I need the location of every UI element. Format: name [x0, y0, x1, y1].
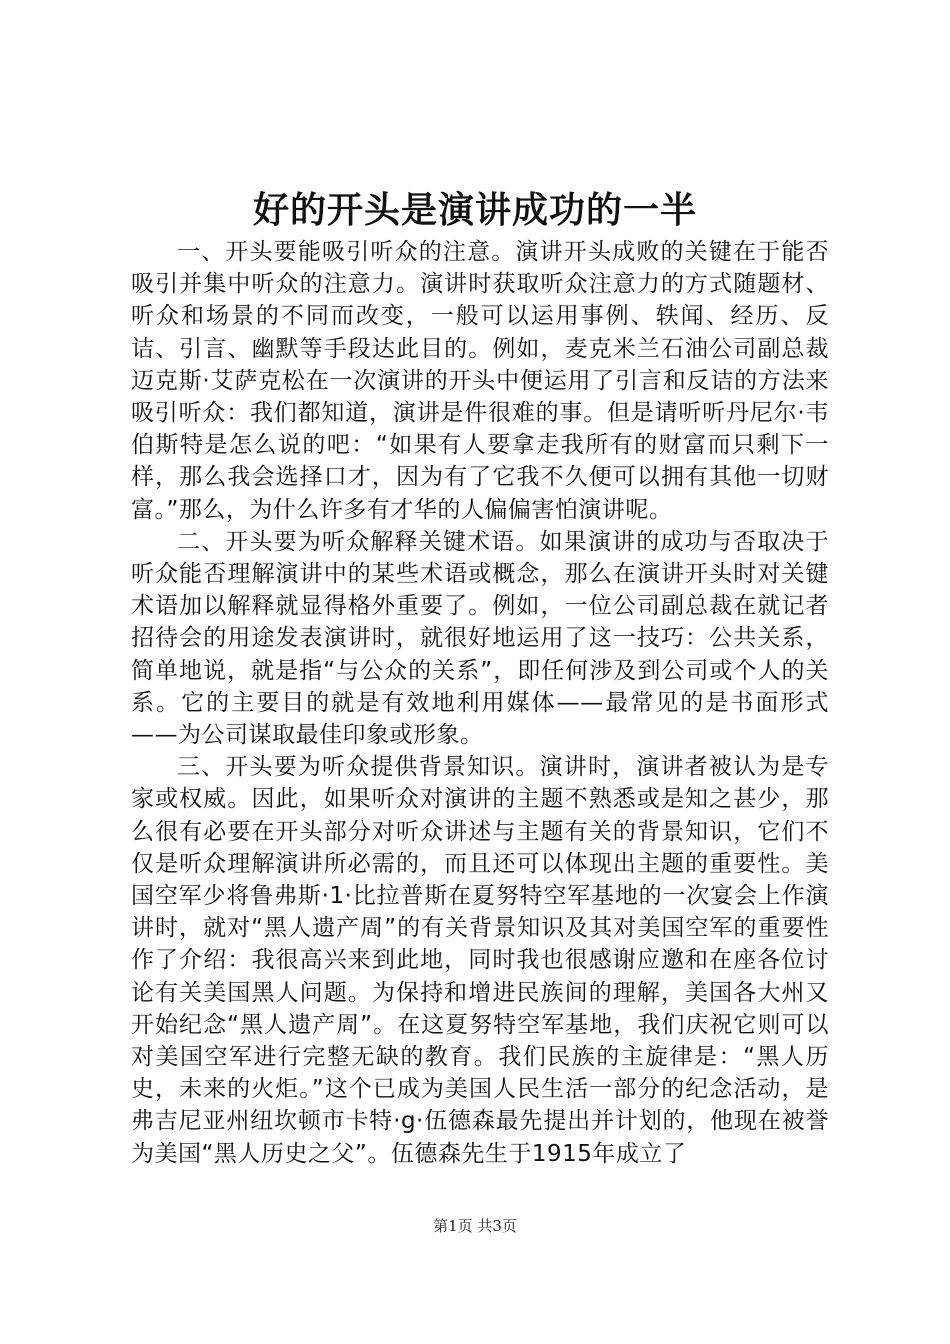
paragraph-2: 二、开头要为听众解释关键术语。如果演讲的成功与否取决于听众能否理解演讲中的某些术语或概念，那么在演讲开头时对关键术语加以解释就显得格外重要了。例如，一位公司副总裁在就记者招待会的用途发表演讲时，就很好地运用了这一技巧：公共关系，简单地说，就是指“与公众的关系”，即任何涉及到公司或个人的关系。它的主要目的就是有效地利用媒体——最常见的是书面形式——为公司谋取最佳印象或形象。: [131, 528, 829, 749]
paragraph-3: 三、开头要为听众提供背景知识。演讲时，演讲者被认为是专家或权威。因此，如果听众对演讲的主题不熟悉或是知之甚少，那么很有必要在开头部分对听众讲述与主题有关的背景知识，它们不仅是听众理解演讲所必需的，而且还可以体现出主题的重要性。美国空军少将鲁弗斯·1·比拉普斯在夏努特空军基地的一次宴会上作演讲时，就对“黑人遗产周”的有关背景知识及其对美国空军的重要性作了介绍：我很高兴来到此地，同时我也很感谢应邀和在座各位讨论有关美国黑人问题。为保持和增进民族间的理解，美国各大州又开始纪念“黑人遗产周”。在这夏努特空军基地，我们庆祝它则可以对美国空军进行完整无缺的教育。我们民族的主旋律是：“黑人历史，未来的火炬。”这个已成为美国人民生活一部分的纪念活动，是弗吉尼亚州纽坎顿市卡特·g·伍德森最先提出并计划的，他现在被誉为美国“黑人历史之父”。伍德森先生于1915年成立了: [131, 754, 829, 1167]
paragraph-1: 一、开头要能吸引听众的注意。演讲开头成败的关键在于能否吸引并集中听众的注意力。演讲时获取听众注意力的方式随题材、听众和场景的不同而改变，一般可以运用事例、轶闻、经历、反诘、引言、幽默等手段达此目的。例如，麦克米兰石油公司副总裁迈克斯·艾萨克松在一次演讲的开头中便运用了引言和反诘的方法来吸引听众：我们都知道，演讲是件很难的事。但是请听听丹尼尔·韦伯斯特是怎么说的吧：“如果有人要拿走我所有的财富而只剩下一样，那么我会选择口才，因为有了它我不久便可以拥有其他一切财富。”那么，为什么许多有才华的人偏偏害怕演讲呢。: [131, 239, 829, 523]
page-footer: 第1页 共3页: [433, 1217, 517, 1235]
document-title: 好的开头是演讲成功的一半: [252, 189, 697, 231]
document-body: [131, 236, 829, 1170]
